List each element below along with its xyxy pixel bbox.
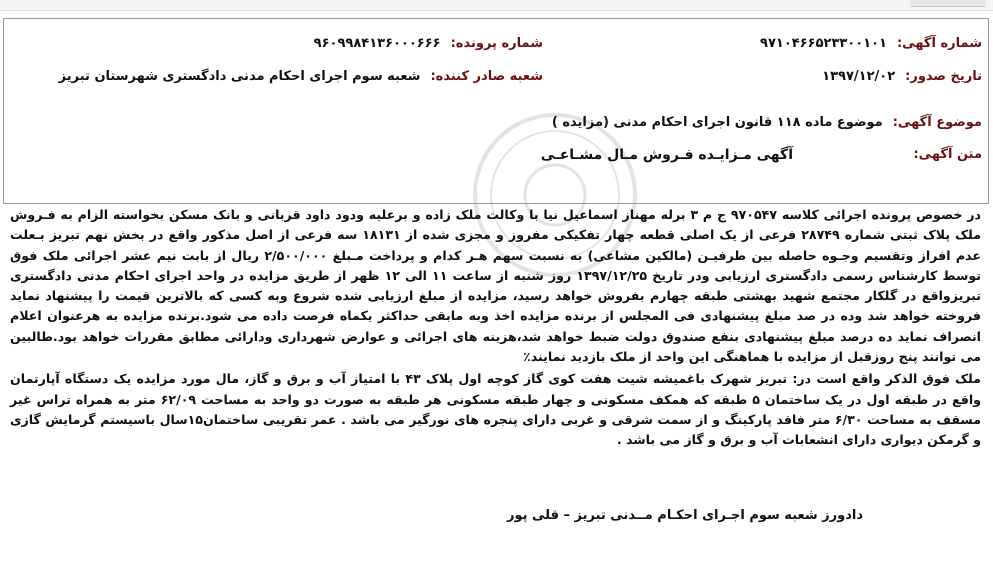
file-number: ۹۶۰۹۹۸۴۱۳۶۰۰۰۶۶۶ [313,36,441,51]
signature: دادورز شعبه سوم اجـرای احکـام مــدنی تبریز – قلی پور [506,508,863,523]
top-tab [910,0,986,7]
top-strip [0,0,993,11]
issue-date-label: تاریخ صدور: [905,69,982,84]
body-paragraph-1: در خصوص پرونده اجرائی کلاسه ۹۷۰۵۴۷ ج م ۳ برله مهناز اسماعیل نیا با وکالت ملک زاده و برعلیه ودود داود قربانی و بانک مسکن بخواسته الزام به فـروش ملک پلاک ثبتی شماره ۲۸۷۴۹ فرعی از یک اصلی قطعه چهار تفکیکی مفروز و مجزی شده از ۱۸۱۳۱ سه فرعی از اصل مذکور واقع در بخش نهم تبریز بـعلت عدم افراز وتقسیم وجـوه حاصله بین طرفیـن (مالکین مشاعی) به نسبت سهم هـر کدام و پرداخت مـبلغ ۲/۵۰۰/۰۰۰ ریال از بابت نیم عشر اجرائی ملک فوق توسط کارشناس رسمی دادگستری ارزیابی ودر تاریخ ۱۳۹۷/۱۲/۲۵ روز شنبه از ساعت ۱۱ الی ۱۲ ظهر از طریق مزایده در واحد اجرای احکام مدنی دادگستری تبریزواقع در گلکار مجتمع شهید بهشتی طبقه چهارم بفروش خواهد رسید، مزایده از مبلغ ارزیابی شده شروع وبه کسی که بالاترین قیمت را پیشنهاد نماید فروخته خواهد شد وده در صد مبلغ پیشنهادی فی المجلس از برنده مزایده اخذ وبه مابقی حداکثر یکماه فرصت داده می شود.برنده مزایده به هرعنوان اعلام انصراف نماید ده درصد مبلغ پیشنهادی بنفع صندوق دولت ضبط خواهد شد،هزینه های اجرائی و عوارض شهرداری ودارائی مطابق مقررات خواهد بود.طالبین می توانند پنج روزقبل از مزایده با هماهنگی این واحد از ملک بازدید نمایند٪ [10,207,982,365]
text-row [913,147,982,162]
issue-date-row [822,69,982,84]
subject: موضوع ماده ۱۱۸ قانون اجرای احکام مدنی (مزایده ) [551,115,883,130]
text-label: متن آگهی: [913,147,982,162]
header-frame [3,18,989,204]
ad-number-row [760,36,982,51]
body-paragraph-2: ملک فوق الذکر واقع است در: تبریز شهرک باغمیشه شیت هفت کوی گاز کوچه اول پلاک ۴۳ با امتیاز آب و برق و گاز، مال مورد مزایده یک دستگاه آپارتمان واقع در طبقه اول در یک ساختمان ۵ طبقه که همکف مسکونی و چهار طبقه مسکونی هر طبقه به صورت دو واحد به مساحت ۶۲/۰۹ متر به همراه تراس غیر مسقف به مساحت ۶/۳۰ متر فاقد پارکینگ و از سمت شرقی و غربی دارای پنجره های نورگیر می باشد . عمر تقریبی ساختمان۱۵سال باسیستم گرمایش گازی و گرمکن دیواری دارای انشعابات آب و برق و گاز می باشد . [10,371,981,448]
subject-row [552,115,982,130]
file-number-label: شماره پرونده: [450,36,543,51]
issuing-branch-row [59,69,543,84]
ad-number: ۹۷۱۰۴۶۶۵۲۳۳۰۰۱۰۱ [760,36,887,51]
subject-label: موضوع آگهی: [892,115,982,130]
issuing-branch-label: شعبه صادر کننده: [430,69,543,84]
issuing-branch: شعبه سوم اجرای احکام مدنی دادگستری شهرستان تبریز [58,69,421,84]
notice-heading-row [541,147,793,163]
file-number-row [314,36,543,51]
notice-heading: آگهی مـزایـده فـروش مـال مشـاعـی [540,147,793,163]
issue-date: ۱۳۹۷/۱۲/۰۲ [822,69,896,84]
ad-number-label: شماره آگهی: [896,36,982,51]
notice-body [10,205,981,451]
